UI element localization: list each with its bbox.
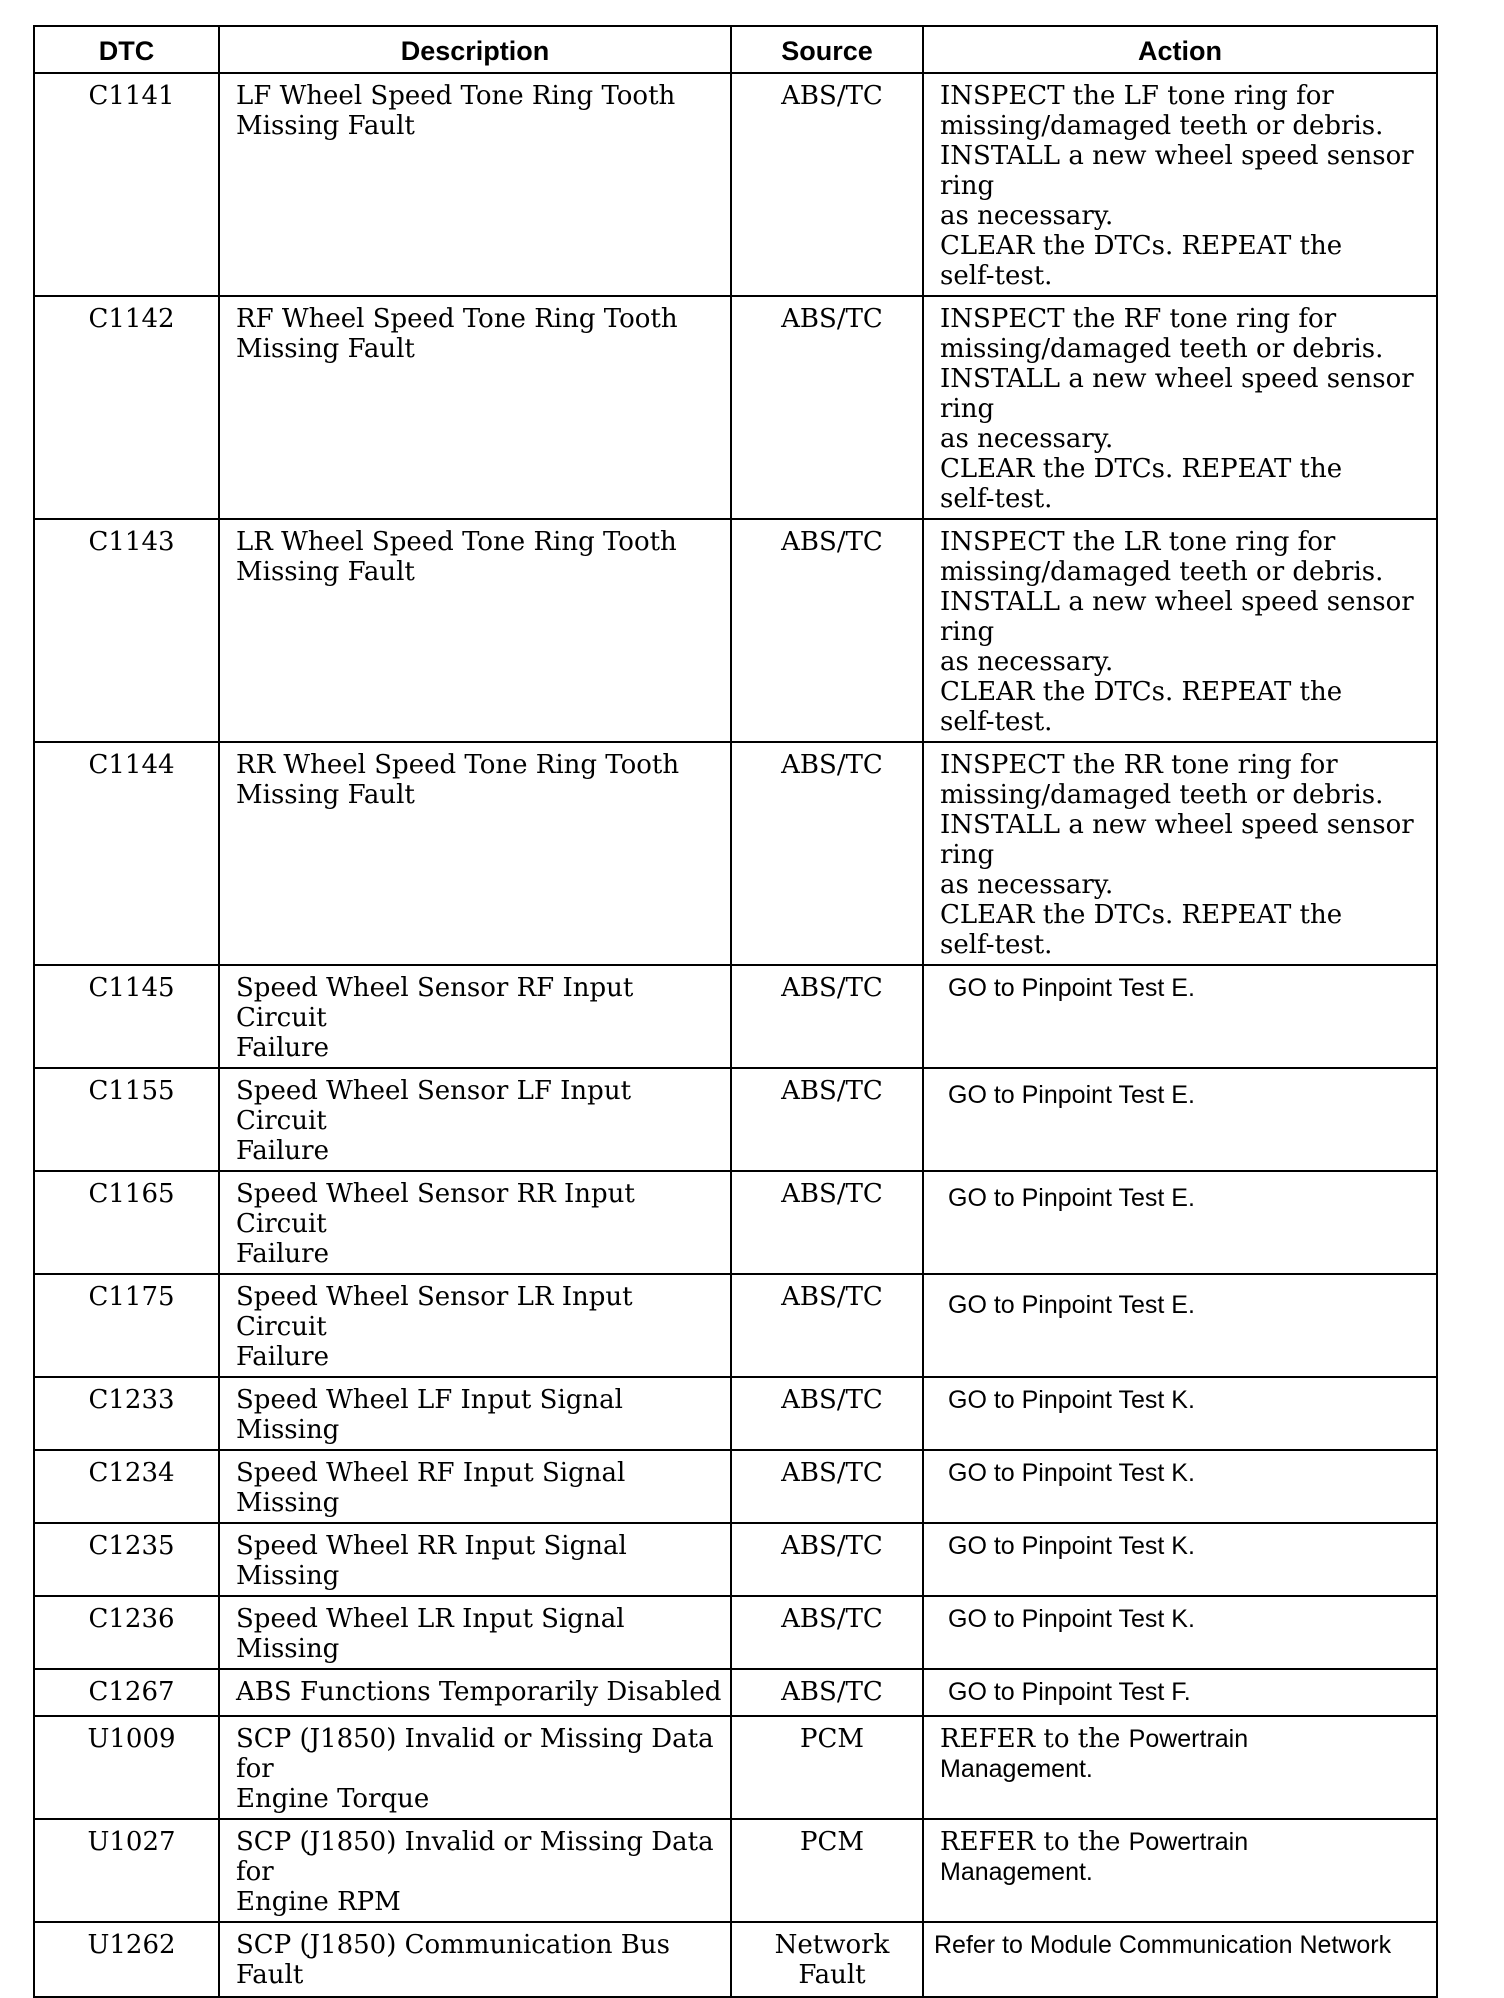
description-line: Engine Torque <box>236 1784 430 1814</box>
dtc-description <box>219 1716 731 1819</box>
description-line: Missing Fault <box>236 780 415 810</box>
dtc-action: GO to Pinpoint Test K. <box>923 1596 1437 1669</box>
dtc-code: C1142 <box>34 296 219 519</box>
action-line: GO to Pinpoint Test E. <box>948 1081 1195 1109</box>
action-line: as necessary. <box>940 424 1114 454</box>
dtc-action: GO to Pinpoint Test K. <box>923 1377 1437 1450</box>
description-line: SCP (J1850) Invalid or Missing Data for <box>236 1724 714 1784</box>
action-line: INSTALL a new wheel speed sensor ring <box>940 141 1414 201</box>
description-line: Failure <box>236 1342 329 1372</box>
dtc-description: Speed Wheel RR Input Signal Missing <box>219 1523 731 1596</box>
dtc-source: ABS/TC <box>731 1450 923 1523</box>
description-line: Speed Wheel Sensor RR Input Circuit <box>236 1179 635 1239</box>
action-line: CLEAR the DTCs. REPEAT the <box>940 677 1343 707</box>
dtc-description: SCP (J1850) Communication Bus Fault <box>219 1922 731 1997</box>
header-dtc: DTC <box>34 26 219 73</box>
dtc-description <box>219 73 731 296</box>
dtc-description <box>219 1819 731 1922</box>
action-line: INSPECT the RR tone ring for <box>940 750 1338 780</box>
table-row <box>34 1716 1437 1819</box>
dtc-source: ABS/TC <box>731 1596 923 1669</box>
dtc-source: PCM <box>731 1819 923 1922</box>
action-line: GO to Pinpoint Test E. <box>948 974 1195 1002</box>
dtc-source: ABS/TC <box>731 1171 923 1274</box>
dtc-code: U1009 <box>34 1716 219 1819</box>
dtc-source: ABS/TC <box>731 1274 923 1377</box>
table-row <box>34 1171 1437 1274</box>
dtc-code: C1175 <box>34 1274 219 1377</box>
dtc-description: Speed Wheel RF Input Signal Missing <box>219 1450 731 1523</box>
dtc-source: ABS/TC <box>731 742 923 965</box>
dtc-code: U1262 <box>34 1922 219 1997</box>
action-prefix: REFER to the <box>940 1827 1129 1857</box>
dtc-source: ABS/TC <box>731 1068 923 1171</box>
action-line: Management. <box>940 1755 1093 1783</box>
dtc-description <box>219 1274 731 1377</box>
dtc-code: U1027 <box>34 1819 219 1922</box>
dtc-action <box>923 1274 1437 1377</box>
dtc-action: GO to Pinpoint Test F. <box>923 1669 1437 1716</box>
action-line: CLEAR the DTCs. REPEAT the <box>940 454 1343 484</box>
dtc-description <box>219 296 731 519</box>
description-line: RR Wheel Speed Tone Ring Tooth <box>236 750 680 780</box>
dtc-code: C1145 <box>34 965 219 1068</box>
dtc-action <box>923 73 1437 296</box>
table-row <box>34 1669 1437 1716</box>
table-row <box>34 1274 1437 1377</box>
description-line: LF Wheel Speed Tone Ring Tooth <box>236 81 676 111</box>
description-line: Failure <box>236 1033 329 1063</box>
dtc-code: C1234 <box>34 1450 219 1523</box>
action-line: missing/damaged teeth or debris. <box>940 780 1384 810</box>
dtc-action <box>923 1716 1437 1819</box>
dtc-source: ABS/TC <box>731 1377 923 1450</box>
action-line: as necessary. <box>940 870 1114 900</box>
action-line: as necessary. <box>940 201 1114 231</box>
description-line: Engine RPM <box>236 1887 401 1917</box>
dtc-action: Refer to Module Communication Network <box>923 1922 1437 1997</box>
dtc-code: C1233 <box>34 1377 219 1450</box>
dtc-source: PCM <box>731 1716 923 1819</box>
dtc-source: ABS/TC <box>731 1669 923 1716</box>
action-line: INSPECT the LR tone ring for <box>940 527 1336 557</box>
table-row <box>34 1922 1437 1997</box>
dtc-action <box>923 519 1437 742</box>
action-line <box>940 1827 1430 1857</box>
description-line: Missing Fault <box>236 334 415 364</box>
action-reference: Powertrain <box>1128 1828 1249 1856</box>
dtc-description <box>219 1068 731 1171</box>
description-line: SCP (J1850) Invalid or Missing Data for <box>236 1827 714 1887</box>
dtc-code: C1165 <box>34 1171 219 1274</box>
action-line: missing/damaged teeth or debris. <box>940 111 1384 141</box>
action-line: GO to Pinpoint Test E. <box>948 1184 1195 1212</box>
dtc-action <box>923 1068 1437 1171</box>
description-line: LR Wheel Speed Tone Ring Tooth <box>236 527 677 557</box>
dtc-source: ABS/TC <box>731 519 923 742</box>
dtc-action: GO to Pinpoint Test K. <box>923 1450 1437 1523</box>
action-line: INSTALL a new wheel speed sensor ring <box>940 810 1414 870</box>
dtc-code: C1235 <box>34 1523 219 1596</box>
table-row <box>34 73 1437 296</box>
action-line: self-test. <box>940 707 1053 737</box>
dtc-code: C1144 <box>34 742 219 965</box>
action-line: INSTALL a new wheel speed sensor ring <box>940 364 1414 424</box>
action-line: self-test. <box>940 484 1053 514</box>
action-line <box>940 1724 1430 1754</box>
action-line: INSTALL a new wheel speed sensor ring <box>940 587 1414 647</box>
action-line: self-test. <box>940 261 1053 291</box>
table-row <box>34 296 1437 519</box>
description-line: Failure <box>236 1136 329 1166</box>
dtc-table <box>33 25 1438 1998</box>
description-line: Missing Fault <box>236 557 415 587</box>
action-line: missing/damaged teeth or debris. <box>940 334 1384 364</box>
action-line: CLEAR the DTCs. REPEAT the <box>940 900 1343 930</box>
dtc-description <box>219 742 731 965</box>
dtc-description <box>219 519 731 742</box>
description-line: Missing Fault <box>236 111 415 141</box>
dtc-source <box>731 1922 923 1997</box>
dtc-source: ABS/TC <box>731 296 923 519</box>
description-line: Speed Wheel Sensor LF Input Circuit <box>236 1076 632 1136</box>
table-row <box>34 1377 1437 1450</box>
dtc-source: ABS/TC <box>731 1523 923 1596</box>
table-row <box>34 965 1437 1068</box>
action-line: GO to Pinpoint Test E. <box>948 1291 1195 1319</box>
header-action: Action <box>923 26 1437 73</box>
dtc-action: GO to Pinpoint Test K. <box>923 1523 1437 1596</box>
table-row <box>34 742 1437 965</box>
action-prefix: REFER to the <box>940 1724 1129 1754</box>
description-line: Speed Wheel Sensor RF Input Circuit <box>236 973 634 1033</box>
action-line: missing/damaged teeth or debris. <box>940 557 1384 587</box>
action-line: self-test. <box>940 930 1053 960</box>
dtc-description <box>219 1171 731 1274</box>
dtc-action <box>923 1171 1437 1274</box>
dtc-code: C1141 <box>34 73 219 296</box>
dtc-description <box>219 965 731 1068</box>
dtc-code: C1267 <box>34 1669 219 1716</box>
header-description: Description <box>219 26 731 73</box>
dtc-source: ABS/TC <box>731 965 923 1068</box>
dtc-source: ABS/TC <box>731 73 923 296</box>
header-source: Source <box>731 26 923 73</box>
table-row <box>34 1596 1437 1669</box>
dtc-description: ABS Functions Temporarily Disabled <box>219 1669 731 1716</box>
dtc-action <box>923 296 1437 519</box>
description-line: Failure <box>236 1239 329 1269</box>
source-line: Fault <box>798 1960 866 1990</box>
dtc-description: Speed Wheel LF Input Signal Missing <box>219 1377 731 1450</box>
description-line: Speed Wheel Sensor LR Input Circuit <box>236 1282 633 1342</box>
dtc-action <box>923 1819 1437 1922</box>
table-row <box>34 1068 1437 1171</box>
source-line: Network <box>774 1930 890 1960</box>
dtc-action <box>923 965 1437 1068</box>
table-row <box>34 1819 1437 1922</box>
dtc-action <box>923 742 1437 965</box>
table-row <box>34 1523 1437 1596</box>
action-line: as necessary. <box>940 647 1114 677</box>
header-row <box>34 26 1437 73</box>
dtc-code: C1155 <box>34 1068 219 1171</box>
action-line: CLEAR the DTCs. REPEAT the <box>940 231 1343 261</box>
action-line: INSPECT the LF tone ring for <box>940 81 1334 111</box>
dtc-code: C1143 <box>34 519 219 742</box>
table-row <box>34 1450 1437 1523</box>
table-row <box>34 519 1437 742</box>
description-line: RF Wheel Speed Tone Ring Tooth <box>236 304 678 334</box>
action-reference: Powertrain <box>1128 1725 1249 1753</box>
dtc-code: C1236 <box>34 1596 219 1669</box>
action-line: Management. <box>940 1858 1093 1886</box>
dtc-description: Speed Wheel LR Input Signal Missing <box>219 1596 731 1669</box>
action-line: INSPECT the RF tone ring for <box>940 304 1337 334</box>
